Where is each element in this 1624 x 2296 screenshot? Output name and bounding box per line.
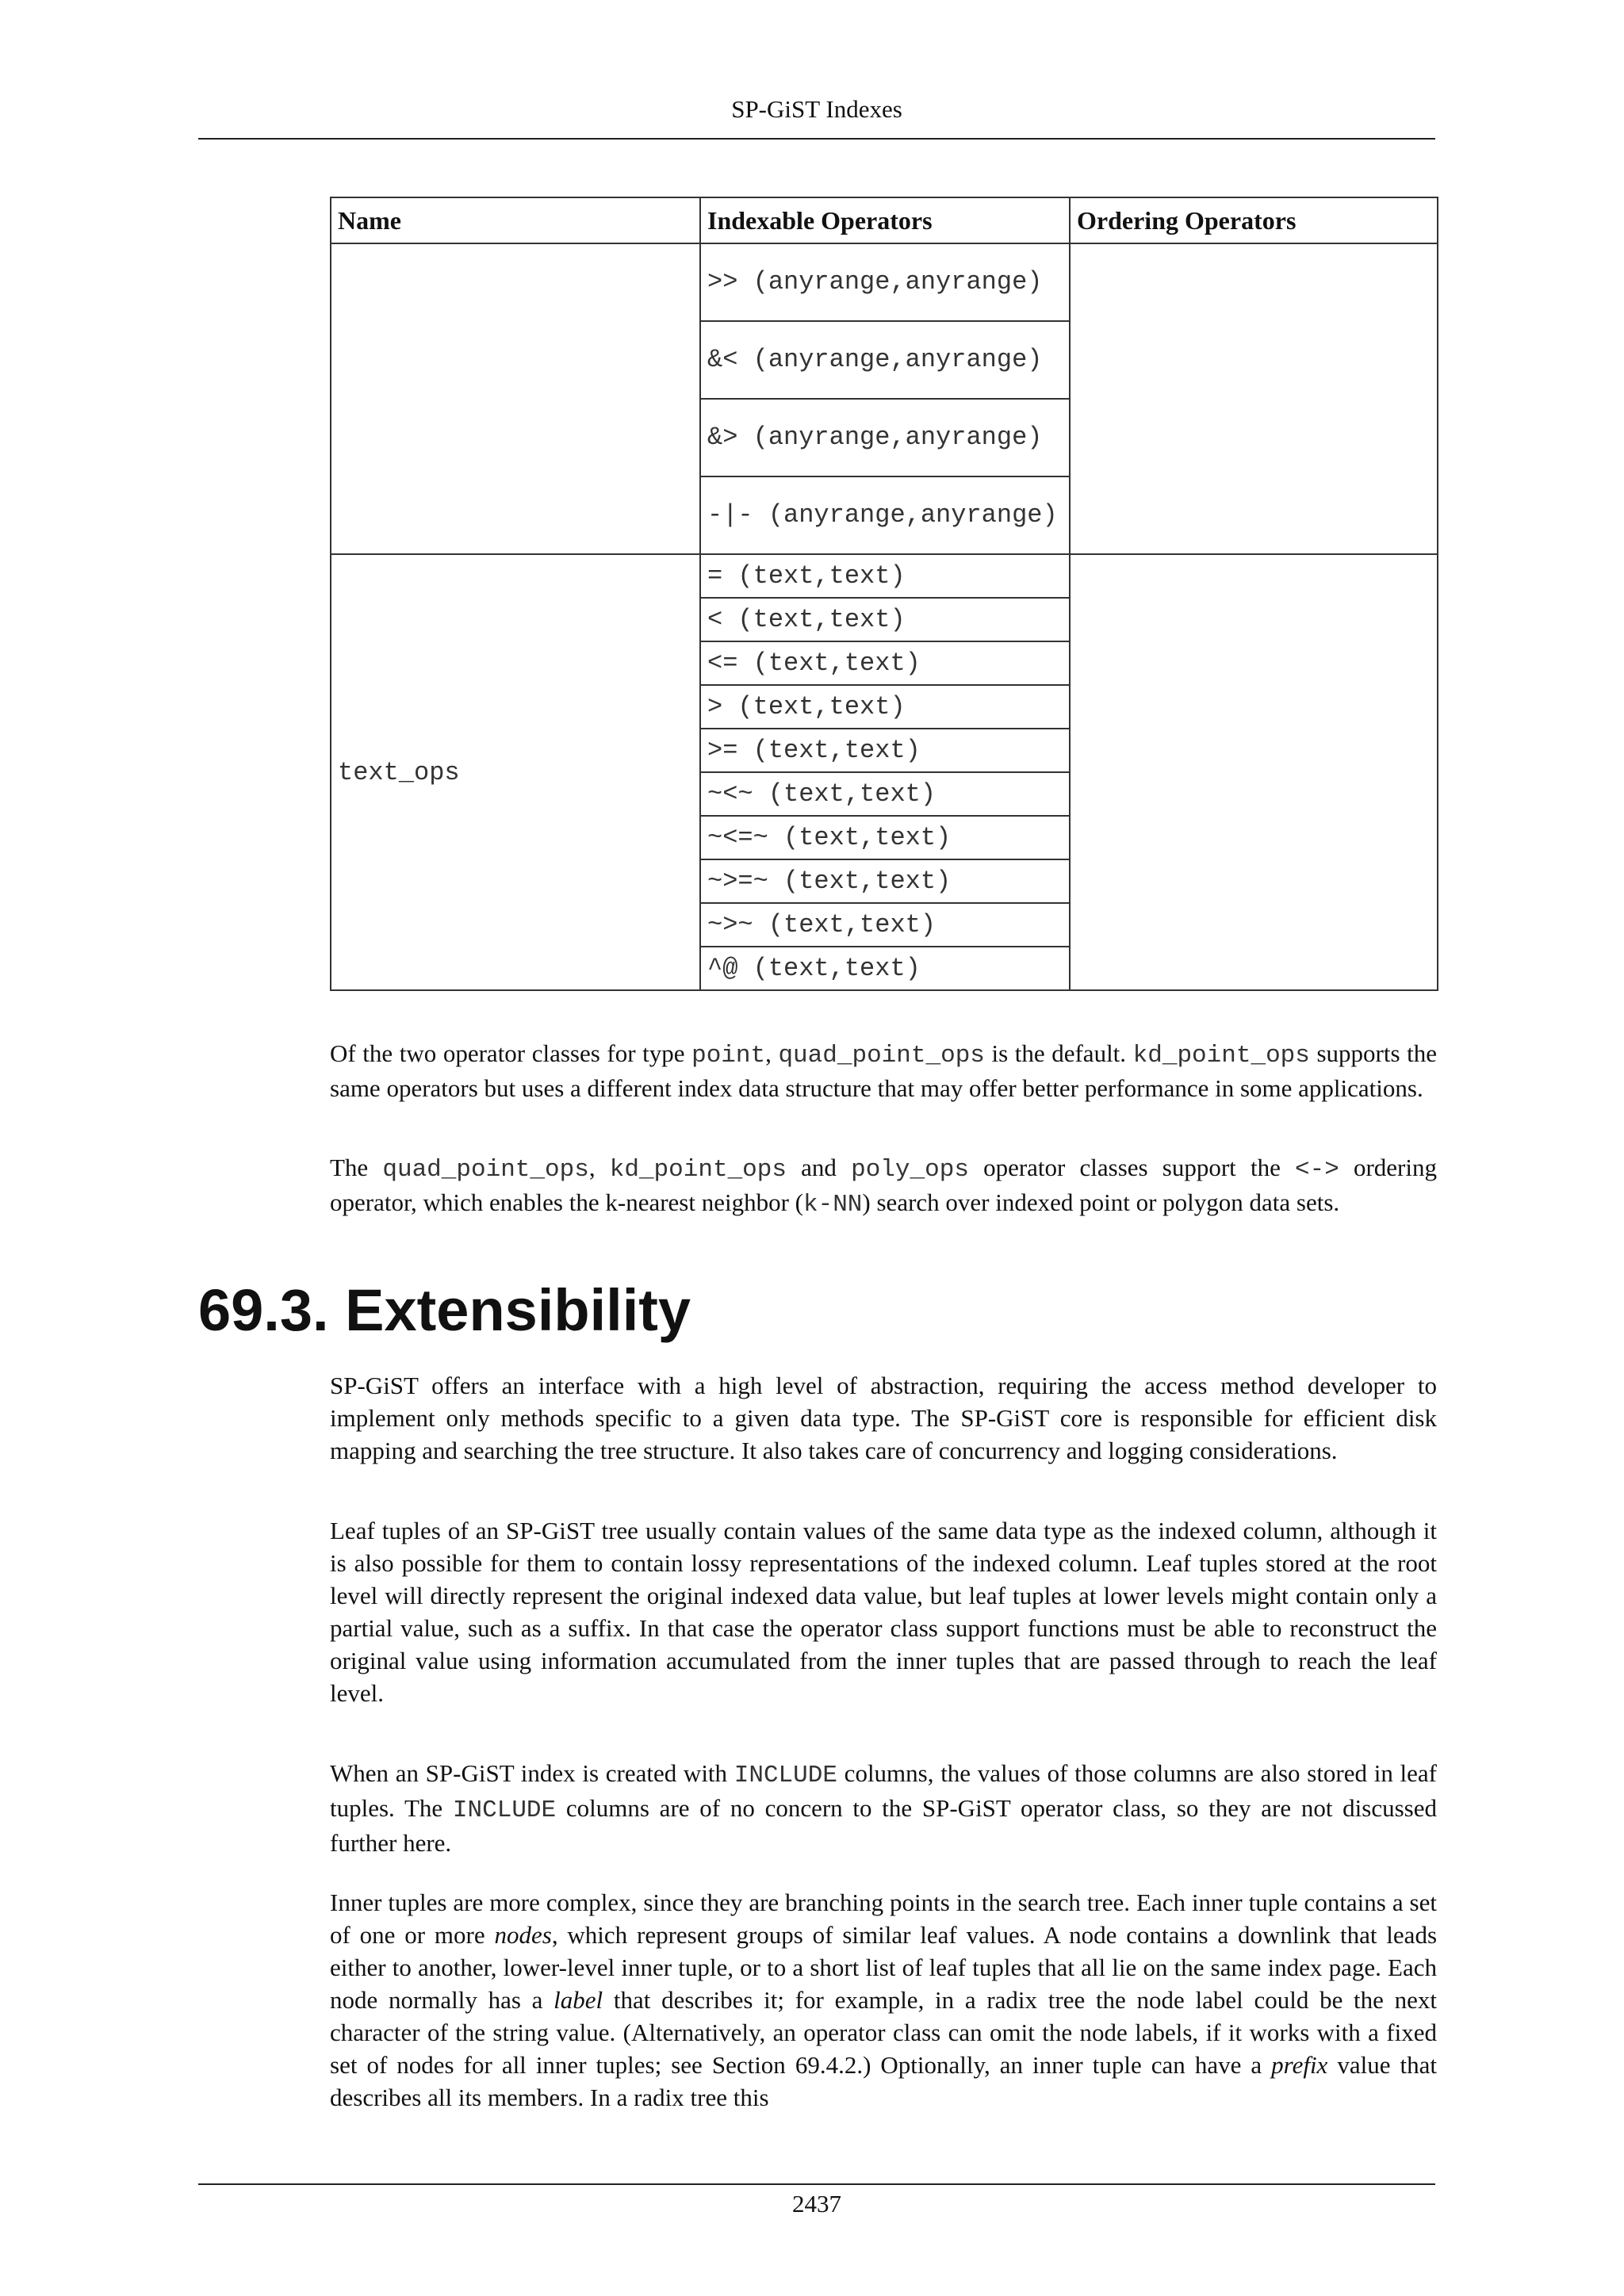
operator-table [330,197,1438,991]
code-span: INCLUDE [452,1797,557,1824]
paragraph-spgist-interface: SP-GiST offers an interface with a high level of abstraction, requiring the access method developer to implement only methods specific to a given data type. The SP-GiST core is responsible for efficient disk mapping and searching the tree structure. It also takes care of concurrency and logging considerations. [330,1372,1437,1464]
code-span: quad_point_ops [382,1156,589,1184]
name-cell-text-ops: text_ops [331,554,700,990]
code-span: quad_point_ops [778,1042,985,1070]
operator-cell: ~>~ (text,text) [700,903,1070,947]
text-span: columns, the values of those columns are also stored in leaf tuples. The [330,1759,1437,1822]
text-span: , which represent groups of similar leaf values. A node contains a downlink that leads either to another, lower-level inner tuple, or to a short list of leaf tuples that all lie on the same index page. Each node normally has a [330,1921,1438,2014]
column-header-indexable-operators: Indexable Operators [700,197,1070,243]
paragraph-ordering-operator [330,1151,1437,1221]
text-span: Inner tuples are more complex, since they are branching points in the search tree. Each inner tuple contains a set of one or more [330,1888,1437,1949]
text-span: operator classes support the [968,1154,1295,1181]
operator-cell: &> (anyrange,anyrange) [700,399,1070,476]
operator-cell: <= (text,text) [700,641,1070,685]
footer-rule [198,2183,1435,2185]
name-cell-empty [331,243,700,554]
code-span: poly_ops [851,1156,969,1184]
operator-cell: = (text,text) [700,554,1070,598]
operator-cell: ~<=~ (text,text) [700,816,1070,859]
table-row [331,243,1438,321]
operator-cell: -|- (anyrange,anyrange) [700,476,1070,554]
ordering-cell-empty [1070,243,1438,554]
column-header-ordering-operators: Ordering Operators [1070,197,1438,243]
text-span: supports the same operators but uses a different index data structure that may offer better performance in some applications. [330,1039,1438,1102]
running-header: SP-GiST Indexes [731,95,902,123]
text-span: The [330,1154,383,1181]
paragraph-leaf-tuples: Leaf tuples of an SP-GiST tree usually contain values of the same data type as the indexed column, although it is also possible for them to contain lossy representations of the indexed column. Leaf tuples stored at the root level will directly represent the original indexed data value, but leaf tuples at lower levels might contain only a partial value, such as a suffix. In that case the operator class support functions must be able to reconstruct the original value using information accumulated from the inner tuples that are passed through to reach the leaf level. [330,1517,1437,1707]
code-span: INCLUDE [733,1762,837,1789]
column-header-name: Name [331,197,700,243]
operator-cell: ~<~ (text,text) [700,772,1070,816]
operator-cell: < (text,text) [700,598,1070,641]
code-span: k-NN [803,1191,863,1219]
operator-cell: &< (anyrange,anyrange) [700,321,1070,399]
text-span: ) search over indexed point or polygon data sets. [862,1188,1340,1216]
operator-cell: > (text,text) [700,685,1070,729]
emphasis-span: label [553,1986,603,2014]
page-number: 2437 [792,2190,841,2218]
code-span: kd_point_ops [609,1156,787,1184]
code-span: kd_point_ops [1132,1042,1310,1070]
text-span: ordering operator, which enables the k-nearest neighbor ( [330,1154,1437,1216]
operator-cell: ~>=~ (text,text) [700,859,1070,903]
table-row [331,554,1438,598]
text-span: columns are of no concern to the SP-GiST operator class, so they are not discussed further here. [330,1794,1437,1857]
emphasis-span: nodes [494,1921,552,1949]
operator-cell: >> (anyrange,anyrange) [700,243,1070,321]
section-title: 69.3. Extensibility [198,1277,691,1343]
table-header-row [331,197,1438,243]
ordering-cell-empty [1070,554,1438,990]
paragraph-point-opclasses [330,1037,1437,1104]
operator-cell: >= (text,text) [700,729,1070,772]
text-span: , [588,1154,610,1181]
text-span: and [787,1154,852,1181]
text-span: that describes it; for example, in a radix tree the node label could be the next character of the string value. (Alternatively, an operator class can omit the node labels, if it works with a fixed set of nodes for all inner tuples; see Section 69.4.2.) Optionally, an inner tuple can have a [330,1986,1438,2079]
paragraph-inner-tuples [330,1886,1437,2114]
text-span: value that describes all its members. In a radix tree this [330,2051,1437,2111]
operator-cell: ^@ (text,text) [700,947,1070,990]
header-rule [198,138,1435,140]
text-span: When an SP-GiST index is created with [330,1759,734,1787]
text-span: Of the two operator classes for type [330,1039,692,1067]
code-span: point [691,1042,766,1070]
emphasis-span: prefix [1271,2051,1328,2079]
text-span: is the default. [984,1039,1133,1067]
text-span: , [765,1039,779,1067]
code-span: <-> [1295,1156,1339,1184]
paragraph-include-columns [330,1757,1437,1859]
